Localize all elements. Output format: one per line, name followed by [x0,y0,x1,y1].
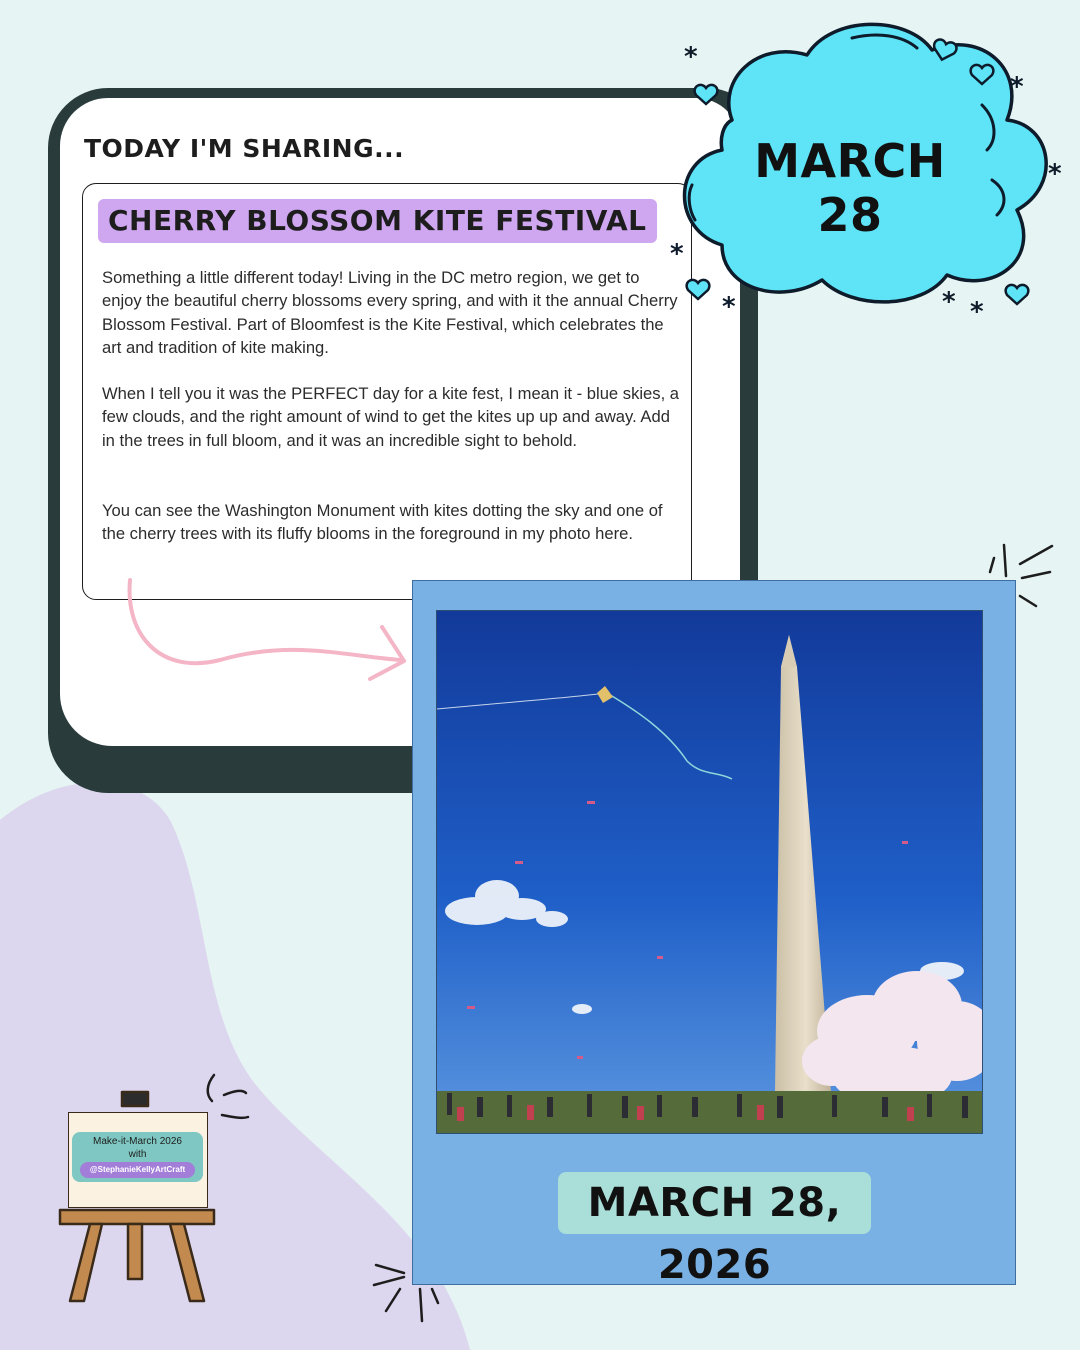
photo-washington-monument [436,610,983,1134]
asterisk-icon: * [942,287,956,317]
easel-with-text: with [128,1149,147,1160]
asterisk-icon: * [1048,159,1062,189]
header-label: TODAY I'M SHARING... [84,134,405,163]
sparkle-lines-icon [360,1255,450,1325]
asterisk-icon: * [670,239,684,269]
asterisk-icon: * [970,297,984,320]
post-paragraph: When I tell you it was the PERFECT day for a kite fest, I mean it - blue skies, a few clouds, and the right amount of wind to get the kites up up and away. Add in the trees in full bloom, and it was an incredible sight to behold. [102,384,680,450]
asterisk-icon: * [684,42,698,72]
easel-event-name: Make-it-March 2026 [93,1136,182,1147]
photo-date-caption: MARCH 28, 2026 [558,1172,871,1234]
easel-handle-tag: @StephanieKellyArtCraft [80,1162,195,1178]
curved-arrow-icon [120,575,420,690]
cloud-date: MARCH 28 [754,134,946,242]
heart-icon [695,85,718,104]
heart-icon [1006,285,1029,304]
asterisk-icon: * [1010,72,1024,102]
heart-icon [687,280,710,299]
sparkle-lines-icon [980,540,1070,610]
asterisk-icon: * [722,292,736,320]
post-paragraph: You can see the Washington Monument with kites dotting the sky and one of the cherry trees with its fluffy blooms in the foreground in my photo here. [102,501,663,544]
post-title: CHERRY BLOSSOM KITE FESTIVAL [98,199,657,243]
post-paragraph: Something a little different today! Living in the DC metro region, we get to enjoy the beautiful cherry blossoms every spring, and with it the annual Cherry Blossom Festival. Part of Bloomfest is the Kite Festival, which celebrates the art and tradition of kite making. [102,268,678,357]
